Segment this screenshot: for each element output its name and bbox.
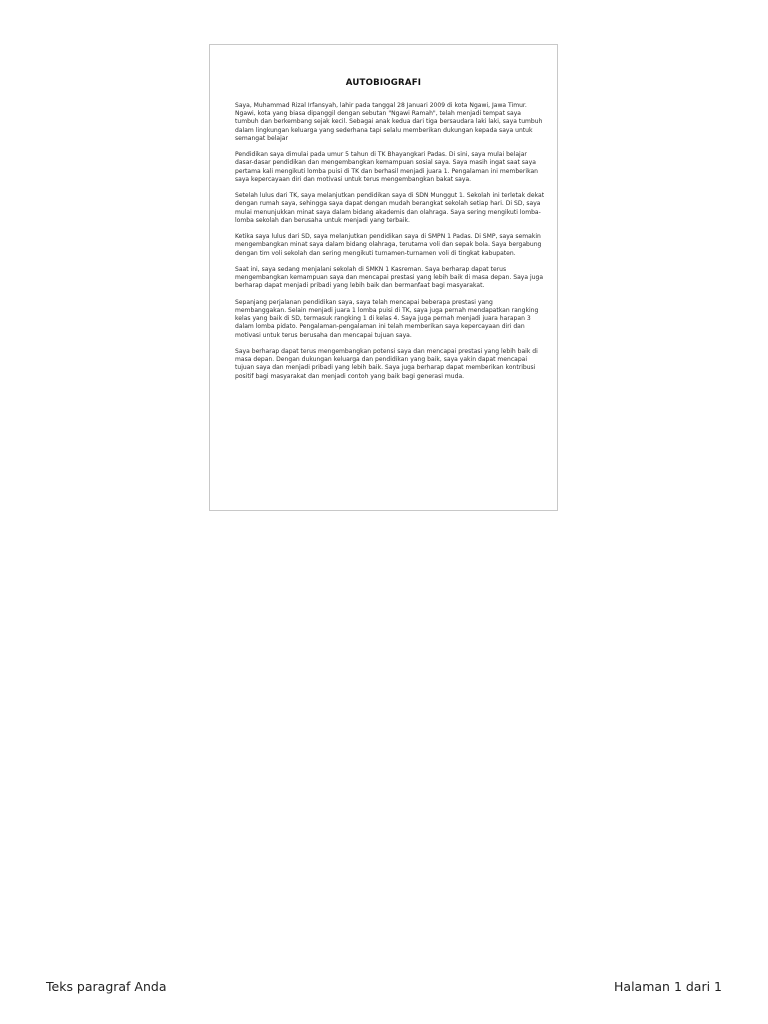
document-page: [209, 44, 558, 511]
footer-text: Teks paragraf Anda: [46, 979, 167, 994]
paragraph-kindergarten: Pendidikan saya dimulai pada umur 5 tahun di TK Bhayangkari Padas. Di sini, saya mulai belajar dasar-dasar pendidikan dan mengembangkan kemampuan sosial saya. Saya masih ingat saat saya pertama kali mengikuti lomba puisi di TK dan berhasil menjadi juara 1. Pengalaman ini memberikan saya kepercayaan diri dan motivasi untuk terus mengembangkan bakat saya.: [235, 151, 539, 183]
paragraph-hopes: Saya berharap dapat terus mengembangkan potensi saya dan mencapai prestasi yang lebih baik di masa depan. Dengan dukungan keluarga dan pendidikan yang baik, saya yakin dapat mencapai tujuan saya dan menjadi pribadi yang lebih baik. Saya juga berharap dapat memberikan kontribusi positif bagi masyarakat dan menjadi contoh yang baik bagi generasi muda.: [235, 348, 538, 380]
document-title: AUTOBIOGRAFI: [345, 78, 422, 88]
paragraph-achievements: Sepanjang perjalanan pendidikan saya, saya telah mencapai beberapa prestasi yang membanggakan. Selain menjadi juara 1 lomba puisi di TK, saya juga pernah mendapatkan rangking kelas yang baik di SD, termasuk rangking 1 di kelas 4. Saya juga pernah menjadi juara harapan 3 dalam lomba pidato. Pengalaman-pengalaman ini telah memberikan saya kepercayaan diri dan motivasi untuk terus berusaha dan mencapai tujuan saya.: [235, 298, 539, 339]
document-body: [235, 102, 545, 389]
paragraph-junior-high: Ketika saya lulus dari SD, saya melanjutkan pendidikan saya di SMPN 1 Padas. Di SMP, saya semakin mengembangkan minat saya dalam bidang olahraga, terutama voli dan sepak bola. Saya bergabung dengan tim voli sekolah dan sering mengikuti turnamen-turnamen voli di tingkat kabupaten.: [235, 233, 542, 257]
paragraph-birth: Saya, Muhammad Rizal Irfansyah, lahir pada tanggal 28 Januari 2009 di kota Ngawi, Jawa Timur. Ngawi, kota yang biasa dipanggil dengan sebutan "Ngawi Ramah", telah menjadi tempat saya tumbuh dan berkembang sejak kecil. Sebagai anak kedua dari tiga bersaudara laki laki, saya tumbuh dalam lingkungan keluarga yang sederhana tapi selalu memberikan dukungan kepada saya untuk semangat belajar: [235, 102, 543, 142]
page-indicator: Halaman 1 dari 1: [614, 979, 722, 994]
paragraph-elementary: Setelah lulus dari TK, saya melanjutkan pendidikan saya di SDN Munggut 1. Sekolah ini terletak dekat dengan rumah saya, sehingga saya dapat dengan mudah berangkat sekolah setiap hari. Di SD, saya mulai menunjukkan minat saya dalam bidang akademis dan olahraga. Saya sering mengikuti lomba-lomba sekolah dan berusaha untuk menjadi yang terbaik.: [235, 192, 545, 224]
paragraph-current-school: Saat ini, saya sedang menjalani sekolah di SMKN 1 Kasreman. Saya berharap dapat terus mengembangkan kemampuan saya dan mencapai prestasi yang lebih baik di masa depan. Saya juga berharap dapat menjadi pribadi yang lebih baik dan bermanfaat bagi masyarakat.: [235, 266, 544, 290]
